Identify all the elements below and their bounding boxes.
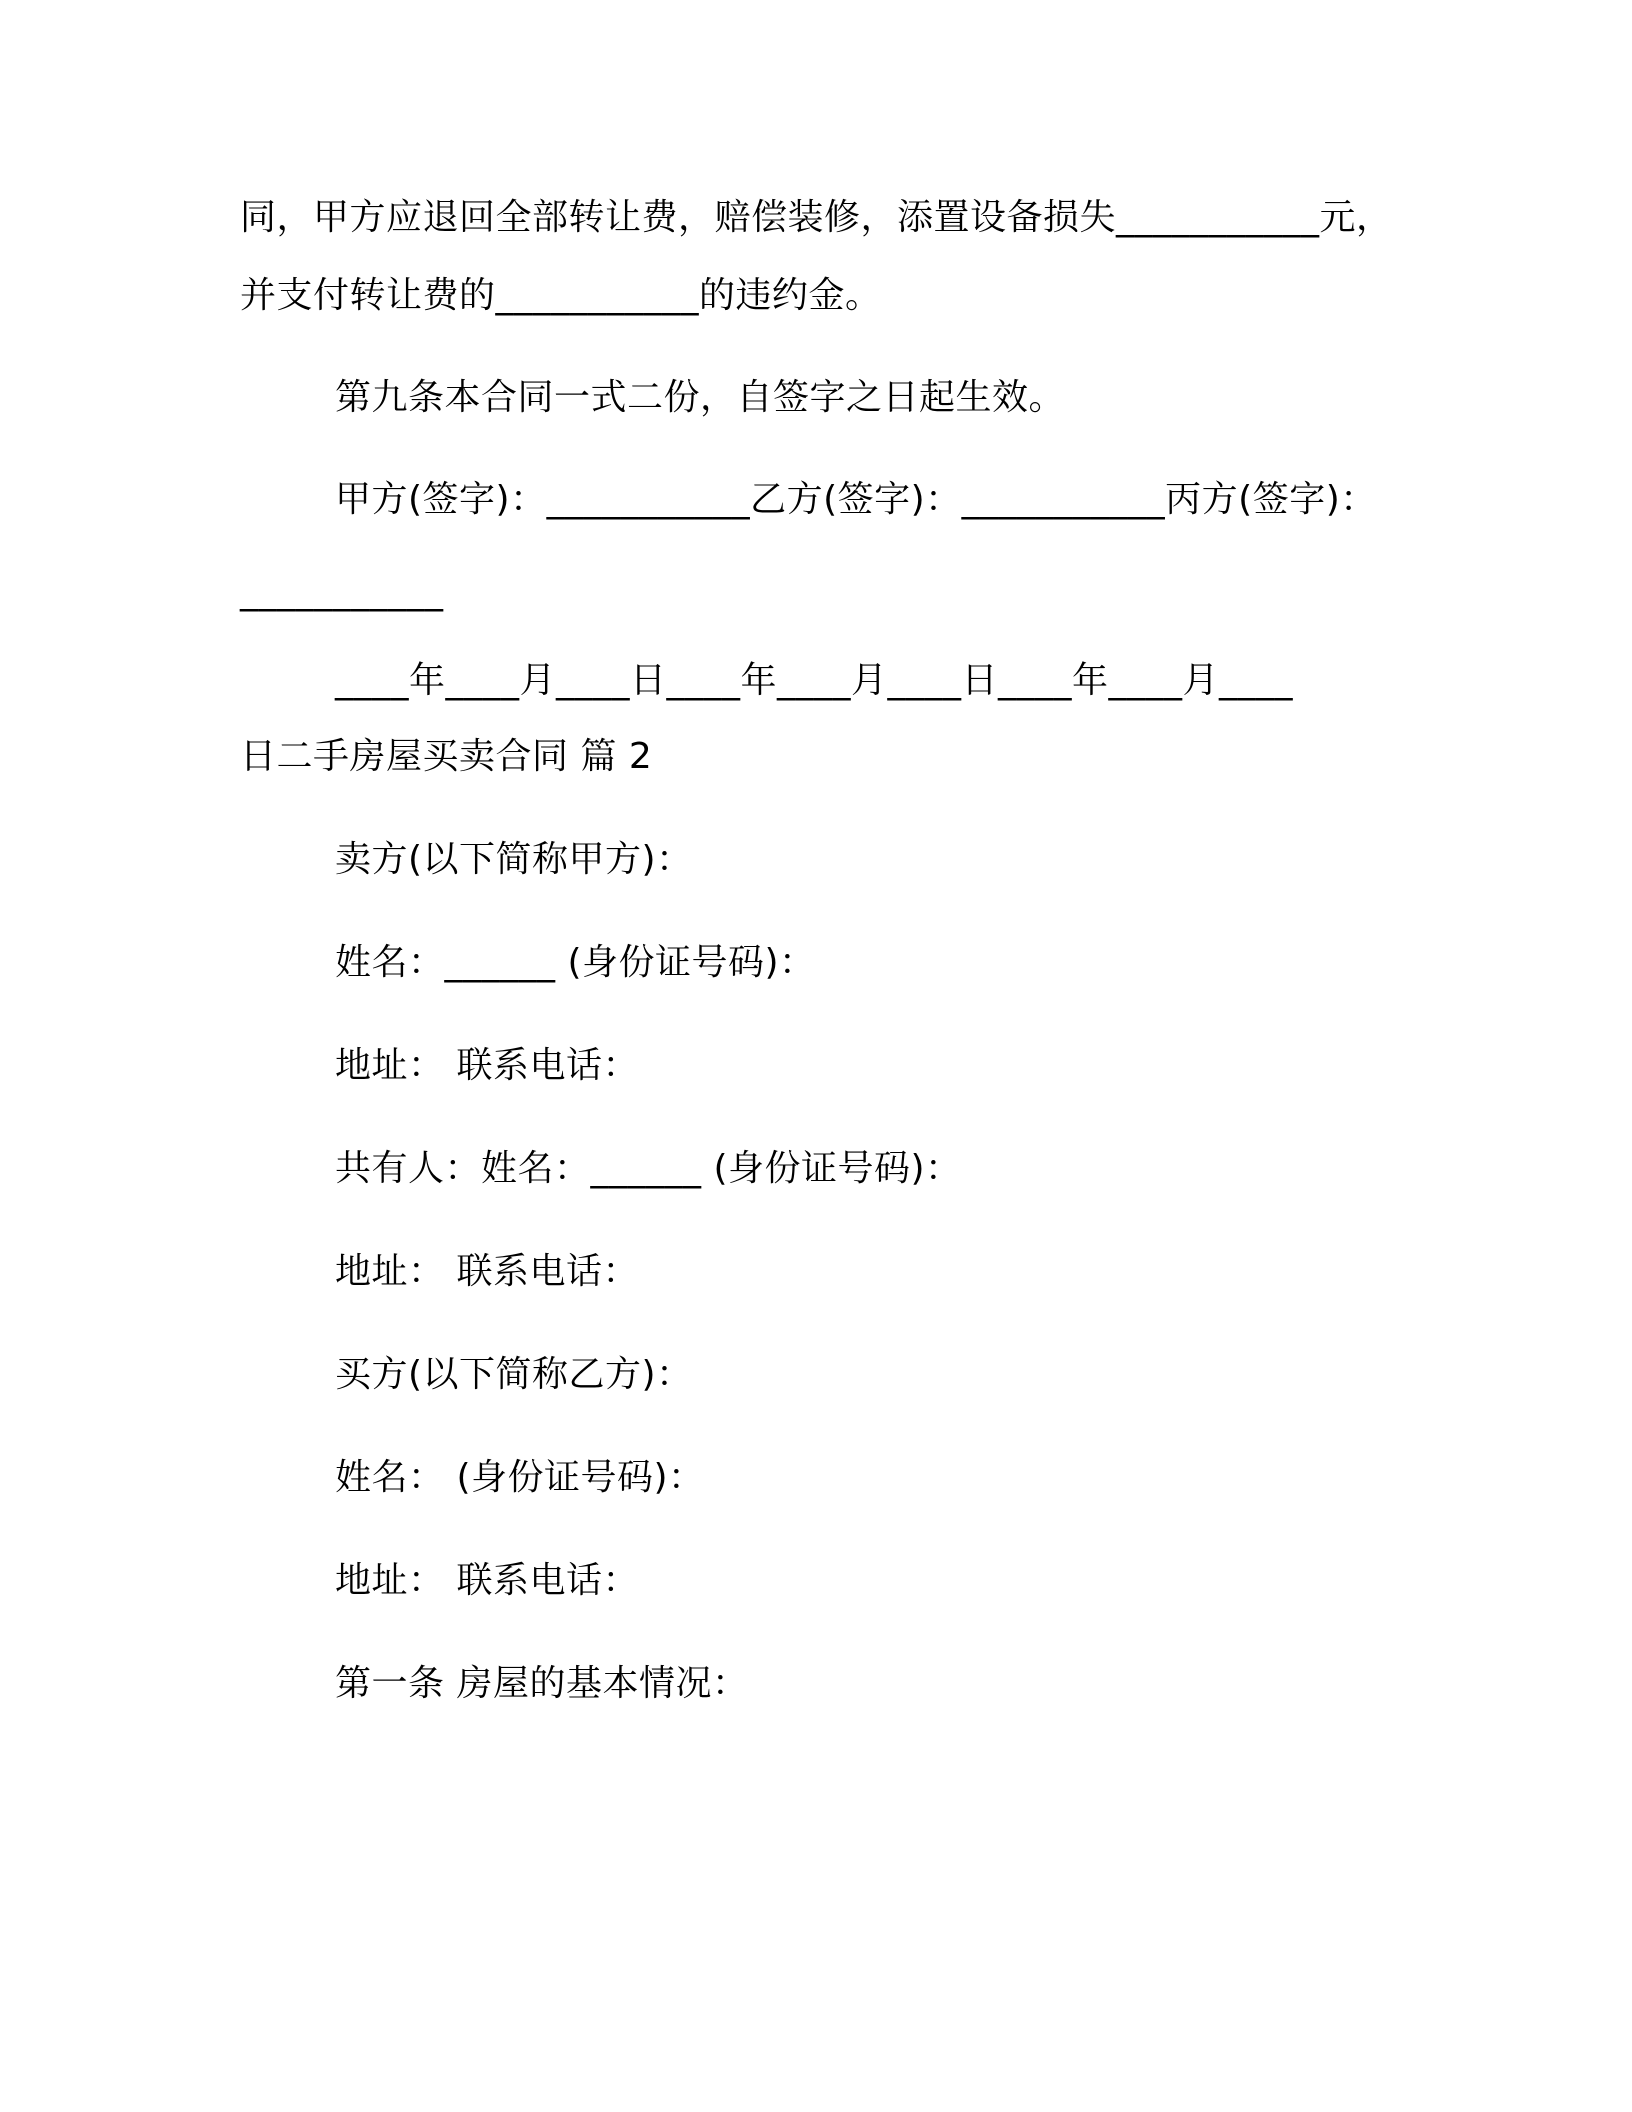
section-heading: 日二手房屋买卖合同 篇 2 — [240, 736, 653, 777]
signature-blank: ___________ — [240, 571, 444, 612]
co-owner-address: 地址： 联系电话： — [335, 1251, 639, 1292]
seller-address: 地址： 联系电话： — [335, 1045, 639, 1086]
paragraph-line-1: 同，甲方应退回全部转让费，赔偿装修，添置设备损失___________元， — [240, 197, 1393, 238]
co-owner-name: 共有人：姓名：______ (身份证号码)： — [335, 1148, 962, 1189]
clause-one: 第一条 房屋的基本情况： — [335, 1663, 749, 1704]
seller-heading: 卖方(以下简称甲方)： — [335, 839, 693, 880]
buyer-name: 姓名： (身份证号码)： — [335, 1457, 705, 1498]
seller-name: 姓名：______ (身份证号码)： — [335, 942, 816, 983]
buyer-address: 地址： 联系电话： — [335, 1560, 639, 1601]
paragraph-line-2: 并支付转让费的___________的违约金。 — [240, 275, 882, 316]
buyer-heading: 买方(以下简称乙方)： — [335, 1354, 693, 1395]
clause-nine: 第九条本合同一式二份，自签字之日起生效。 — [335, 377, 1066, 418]
date-line: ____年____月____日____年____月____日____年____月____ — [335, 660, 1294, 701]
signature-line: 甲方(签字)：___________乙方(签字)：___________丙方(签字)： — [335, 479, 1377, 520]
